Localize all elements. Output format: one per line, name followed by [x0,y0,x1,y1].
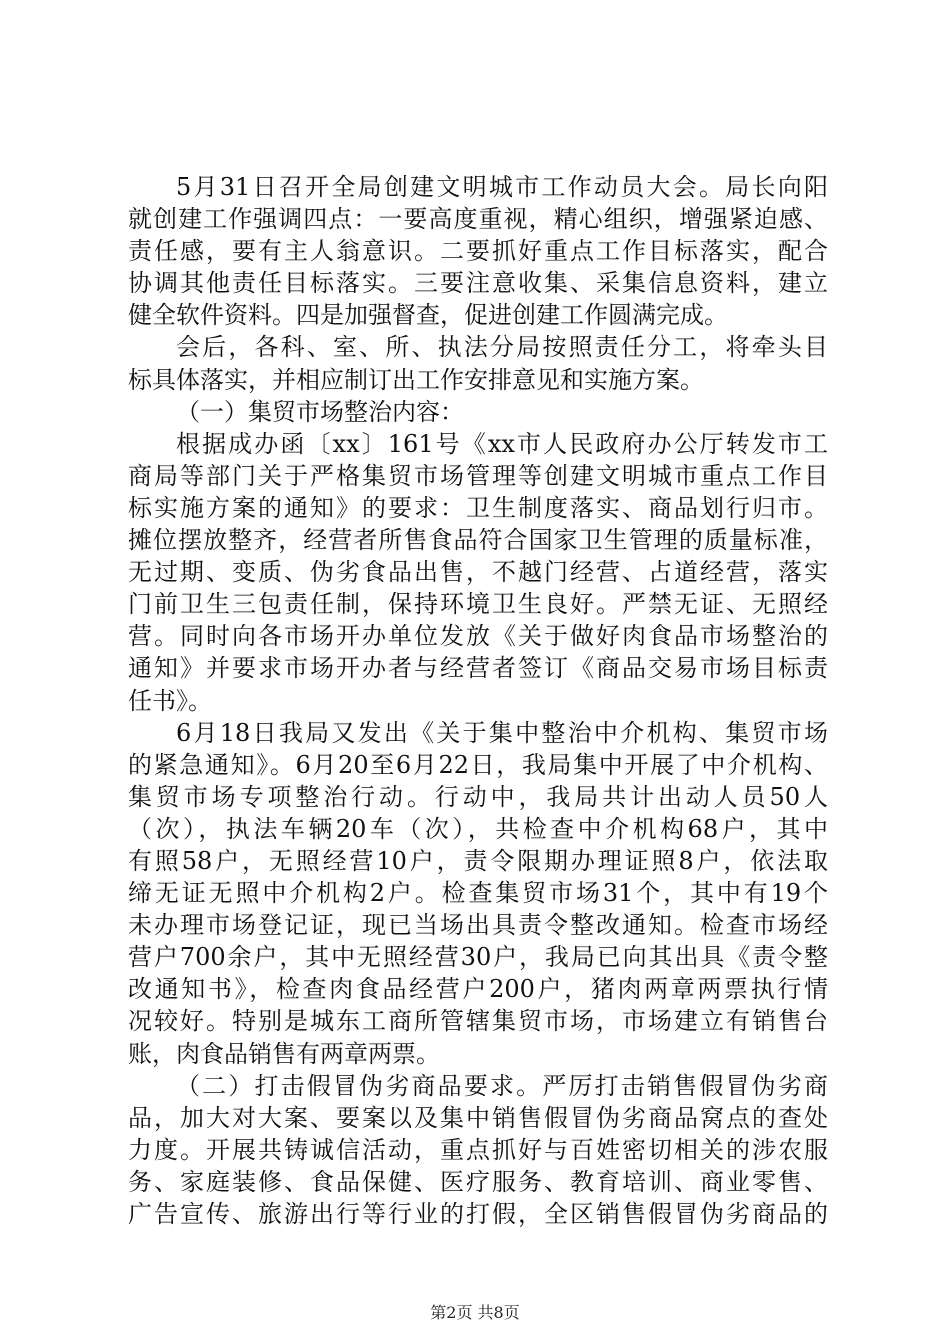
text-line: 无过期、变质、伪劣食品出售，不越门经营、占道经营，落实 [128,558,828,587]
text-line: 的紧急通知》。6月20至6月22日，我局集中开展了中介机构、 [128,750,828,779]
text-line: 摊位摆放整齐，经营者所售食品符合国家卫生管理的质量标准， [128,526,828,555]
text-line: 力度。开展共铸诚信活动，重点抓好与百姓密切相关的涉农服 [128,1135,828,1164]
text-line: （二）打击假冒伪劣商品要求。严厉打击销售假冒伪劣商 [176,1071,828,1100]
text-line: 6月18日我局又发出《关于集中整治中介机构、集贸市场 [176,718,828,747]
text-line: 5月31日召开全局创建文明城市工作动员大会。局长向阳 [176,173,828,201]
text-line: （次），执法车辆20车（次），共检查中介机构68户，其中 [128,814,828,843]
document-body [128,171,828,1230]
text-line: 账，肉食品销售有两章两票。 [128,1039,440,1068]
text-line: 缔无证无照中介机构2户。检查集贸市场31个，其中有19个 [128,879,828,908]
text-line: 有照58户，无照经营10户，责令限期办理证照8户，依法取 [128,846,828,875]
text-line: 门前卫生三包责任制，保持环境卫生良好。严禁无证、无照经 [128,590,828,619]
text-line: 改通知书》，检查肉食品经营户200户，猪肉两章两票执行情 [128,975,828,1004]
text-line: 商局等部门关于严格集贸市场管理等创建文明城市重点工作目 [128,461,828,490]
text-line: 任书》。 [128,686,212,715]
text-line: 营。同时向各市场开办单位发放《关于做好肉食品市场整治的 [128,622,828,651]
text-line: （一）集贸市场整治内容： [176,397,464,426]
text-line: 品，加大对大案、要案以及集中销售假冒伪劣商品窝点的查处 [128,1103,828,1132]
text-line: 健全软件资料。四是加强督查，促进创建工作圆满完成。 [128,301,728,330]
text-line: 根据成办函〔xx〕161号《xx市人民政府办公厅转发市工 [176,429,828,458]
text-line: 责任感，要有主人翁意识。二要抓好重点工作目标落实，配合 [128,237,828,266]
text-line: 营户700余户，其中无照经营30户，我局已向其出具《责令整 [128,943,828,972]
text-line: 标具体落实，并相应制订出工作安排意见和实施方案。 [128,365,704,394]
text-line: 就创建工作强调四点：一要高度重视，精心组织，增强紧迫感、 [128,205,828,234]
text-line: 况较好。特别是城东工商所管辖集贸市场，市场建立有销售台 [128,1007,828,1036]
text-line: 务、家庭装修、食品保健、医疗服务、教育培训、商业零售、 [128,1167,828,1196]
text-line: 会后，各科、室、所、执法分局按照责任分工，将牵头目 [176,333,828,362]
text-line: 协调其他责任目标落实。三要注意收集、采集信息资料，建立 [128,269,828,298]
text-line: 标实施方案的通知》的要求：卫生制度落实、商品划行归市。 [128,493,828,522]
text-line: 广告宣传、旅游出行等行业的打假，全区销售假冒伪劣商品的 [128,1200,828,1228]
page-number: 第2页 共8页 [430,1303,520,1322]
text-line: 通知》并要求市场开办者与经营者签订《商品交易市场目标责 [128,654,828,683]
text-line: 未办理市场登记证，现已当场出具责令整改通知。检查市场经 [128,911,828,940]
text-line: 集贸市场专项整治行动。行动中，我局共计出动人员50人 [128,782,828,811]
